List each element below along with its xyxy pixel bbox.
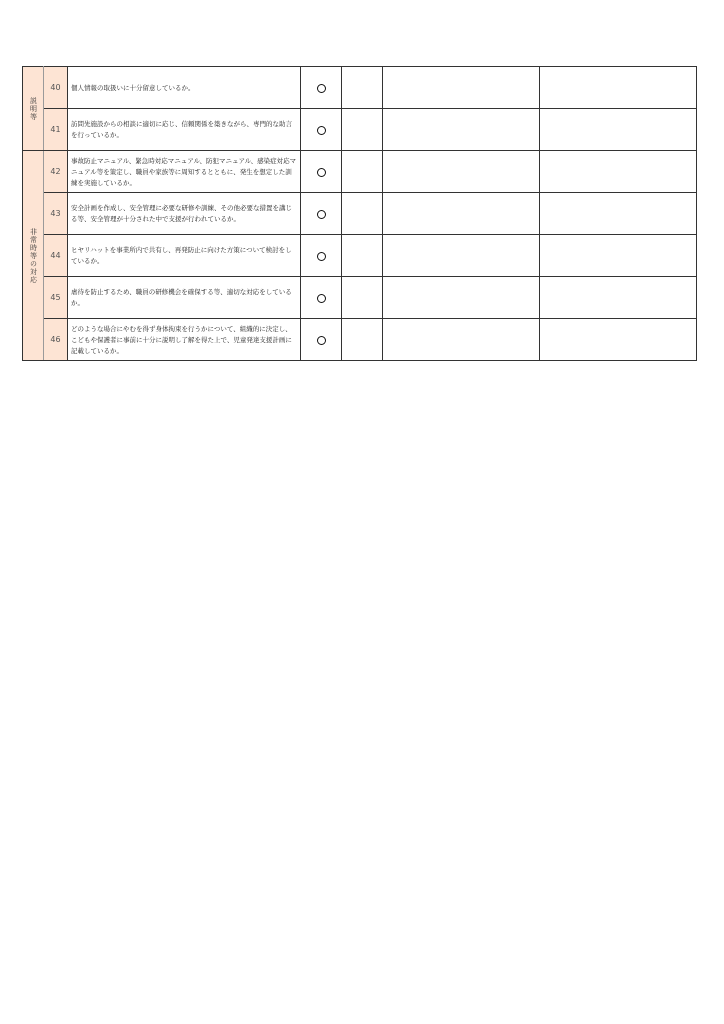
item-question: 訪問先施設からの相談に適切に応じ、信頼関係を築きながら、専門的な助言を行っているか。 [68, 109, 301, 151]
comment-cell[interactable] [383, 235, 540, 277]
answer-cell[interactable] [301, 319, 342, 361]
improvement-cell[interactable] [540, 277, 697, 319]
category-cell: 説明等 [23, 67, 44, 151]
answer-cell-empty[interactable] [342, 193, 383, 235]
comment-cell[interactable] [383, 151, 540, 193]
answer-cell[interactable] [301, 109, 342, 151]
answer-cell-empty[interactable] [342, 277, 383, 319]
circle-mark-icon [317, 84, 326, 93]
table-row [23, 67, 697, 109]
answer-cell-empty[interactable] [342, 109, 383, 151]
item-question: 事故防止マニュアル、緊急時対応マニュアル、防犯マニュアル、感染症対応マニュアル等を策定し、職員や家族等に周知するとともに、発生を想定した訓練を実施しているか。 [68, 151, 301, 193]
comment-cell[interactable] [383, 193, 540, 235]
answer-cell-empty[interactable] [342, 319, 383, 361]
circle-mark-icon [317, 252, 326, 261]
comment-cell[interactable] [383, 277, 540, 319]
evaluation-table-section [22, 66, 697, 361]
answer-cell[interactable] [301, 235, 342, 277]
table-row [23, 109, 697, 151]
circle-mark-icon [317, 336, 326, 345]
item-number: 44 [44, 235, 68, 277]
item-question: 安全計画を作成し、安全管理に必要な研修や訓練、その他必要な措置を講じる等、安全管理が十分された中で支援が行われているか。 [68, 193, 301, 235]
circle-mark-icon [317, 126, 326, 135]
circle-mark-icon [317, 210, 326, 219]
item-question: どのような場合にやむを得ず身体拘束を行うかについて、組織的に決定し、こどもや保護者に事前に十分に説明し了解を得た上で、児童発達支援計画に記載しているか。 [68, 319, 301, 361]
item-question: ヒヤリハットを事業所内で共有し、再発防止に向けた方策について検討をしているか。 [68, 235, 301, 277]
circle-mark-icon [317, 168, 326, 177]
table-row [23, 277, 697, 319]
item-number: 45 [44, 277, 68, 319]
improvement-cell[interactable] [540, 235, 697, 277]
table-row [23, 235, 697, 277]
item-number: 43 [44, 193, 68, 235]
table-row [23, 151, 697, 193]
answer-cell[interactable] [301, 151, 342, 193]
item-question: 個人情報の取扱いに十分留意しているか。 [68, 67, 301, 109]
item-number: 41 [44, 109, 68, 151]
item-question: 虐待を防止するため、職員の研修機会を確保する等、適切な対応をしているか。 [68, 277, 301, 319]
improvement-cell[interactable] [540, 109, 697, 151]
circle-mark-icon [317, 294, 326, 303]
category-cell: 非常時等の対応 [23, 151, 44, 361]
item-number: 46 [44, 319, 68, 361]
comment-cell[interactable] [383, 67, 540, 109]
comment-cell[interactable] [383, 109, 540, 151]
comment-cell[interactable] [383, 319, 540, 361]
improvement-cell[interactable] [540, 151, 697, 193]
answer-cell-empty[interactable] [342, 235, 383, 277]
item-number: 40 [44, 67, 68, 109]
self-evaluation-table [22, 66, 697, 361]
answer-cell[interactable] [301, 277, 342, 319]
answer-cell[interactable] [301, 193, 342, 235]
answer-cell[interactable] [301, 67, 342, 109]
table-row [23, 319, 697, 361]
improvement-cell[interactable] [540, 67, 697, 109]
answer-cell-empty[interactable] [342, 151, 383, 193]
item-number: 42 [44, 151, 68, 193]
improvement-cell[interactable] [540, 319, 697, 361]
table-row [23, 193, 697, 235]
improvement-cell[interactable] [540, 193, 697, 235]
answer-cell-empty[interactable] [342, 67, 383, 109]
